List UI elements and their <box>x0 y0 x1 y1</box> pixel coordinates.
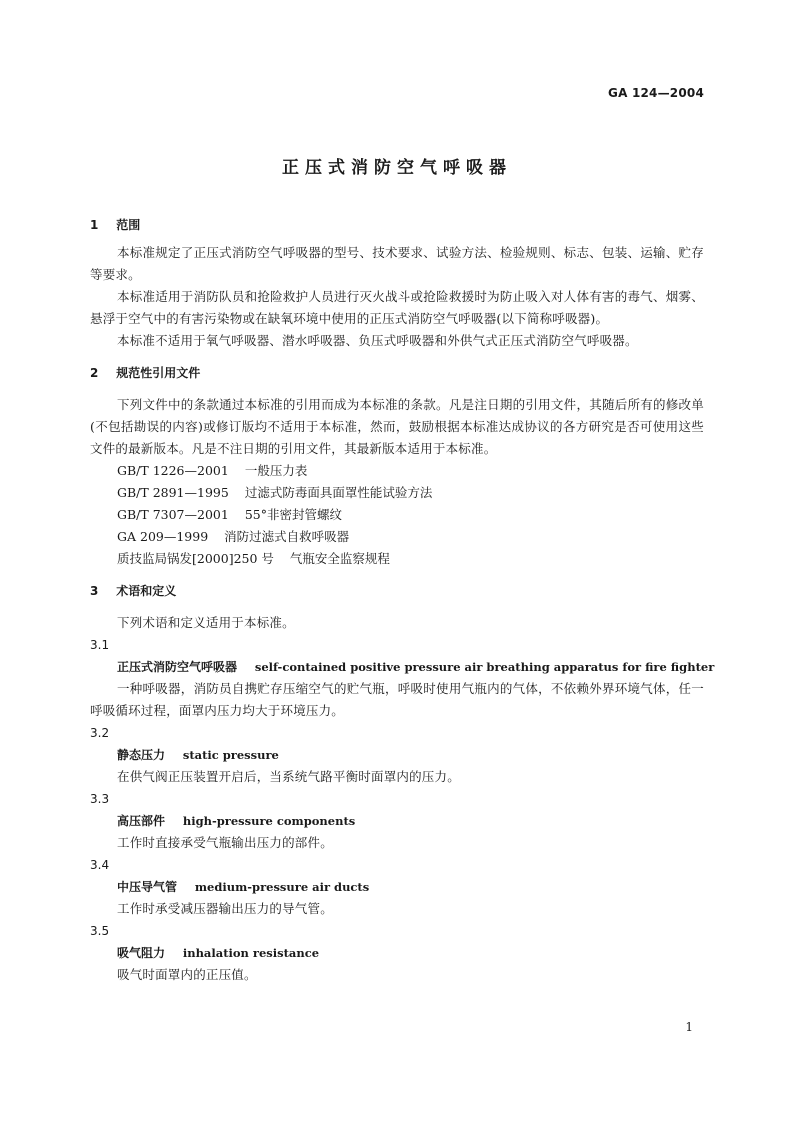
term-definition: 在供气阀正压装置开启后，当系统气路平衡时面罩内的压力。 <box>117 769 460 784</box>
paragraph: 本标准规定了正压式消防空气呼吸器的型号、技术要求、试验方法、检验规则、标志、包装、运输、贮存等要求。 <box>90 245 704 282</box>
term-definition: 吸气时面罩内的正压值。 <box>117 967 257 982</box>
section-title: 范围 <box>116 218 141 232</box>
reference-item <box>90 526 704 548</box>
paragraph: 下列术语和定义适用于本标准。 <box>117 615 295 630</box>
page-number: 1 <box>685 1020 693 1034</box>
reference-item <box>90 548 704 570</box>
term-number: 3.3 <box>90 792 110 806</box>
term-number: 3.2 <box>90 726 110 740</box>
section-title: 术语和定义 <box>116 584 177 598</box>
term-definition: 一种呼吸器，消防员自携贮存压缩空气的贮气瓶，呼吸时使用气瓶内的气体，不依赖外界环境气体，任一呼吸循环过程，面罩内压力均大于环境压力。 <box>90 681 704 718</box>
term-english: high-pressure components <box>182 814 356 828</box>
term-definition: 工作时承受减压器输出压力的导气管。 <box>117 901 333 916</box>
section-title: 规范性引用文件 <box>116 366 201 380</box>
term-entry <box>90 876 704 898</box>
reference-item <box>90 460 704 482</box>
section-number: 3 <box>90 584 99 598</box>
term-english: self-contained positive pressure air breathing apparatus for fire fighter <box>254 660 715 674</box>
term-english: static pressure <box>182 748 279 762</box>
term-english: medium-pressure air ducts <box>194 880 370 894</box>
reference-item <box>90 482 704 504</box>
term-english: inhalation resistance <box>182 946 320 960</box>
document-body <box>90 214 715 986</box>
section-heading-terms-definitions <box>90 580 704 602</box>
term-number: 3.5 <box>90 924 110 938</box>
term-entry <box>90 942 704 964</box>
term-chinese: 高压部件 <box>117 814 166 828</box>
section-heading-scope <box>90 214 704 236</box>
reference-code: GB/T 7307—2001 <box>117 507 229 522</box>
reference-code: GB/T 2891—1995 <box>117 485 229 500</box>
term-entry <box>90 744 704 766</box>
term-chinese: 正压式消防空气呼吸器 <box>117 660 238 674</box>
term-entry <box>90 810 704 832</box>
reference-item <box>90 504 704 526</box>
reference-code: GB/T 1226—2001 <box>117 463 229 478</box>
term-entry <box>90 656 715 678</box>
term-chinese: 中压导气管 <box>117 880 178 894</box>
reference-title: 一般压力表 <box>244 463 308 478</box>
term-definition: 工作时直接承受气瓶输出压力的部件。 <box>117 835 333 850</box>
section-number: 1 <box>90 218 99 232</box>
paragraph: 本标准不适用于氧气呼吸器、潜水呼吸器、负压式呼吸器和外供气式正压式消防空气呼吸器。 <box>117 333 638 348</box>
term-chinese: 静态压力 <box>117 748 166 762</box>
term-number: 3.4 <box>90 858 110 872</box>
section-heading-normative-references <box>90 362 704 384</box>
reference-title: 55°非密封管螺纹 <box>244 507 342 522</box>
reference-title: 过滤式防毒面具面罩性能试验方法 <box>244 485 433 500</box>
reference-code: 质技监局锅发[2000]250 号 <box>117 551 274 566</box>
paragraph: 本标准适用于消防队员和抢险救护人员进行灭火战斗或抢险救援时为防止吸入对人体有害的毒气、烟雾、悬浮于空气中的有害污染物或在缺氧环境中使用的正压式消防空气呼吸器(以下简称呼吸器)。 <box>90 289 704 326</box>
reference-title: 气瓶安全监察规程 <box>289 551 390 566</box>
term-number: 3.1 <box>90 638 110 652</box>
paragraph: 下列文件中的条款通过本标准的引用而成为本标准的条款。凡是注日期的引用文件，其随后所有的修改单(不包括勘误的内容)或修订版均不适用于本标准，然而，鼓励根据本标准达成协议的各方研究是否可使用这些文件的最新版本。凡是不注日期的引用文件，其最新版本适用于本标准。 <box>90 397 704 456</box>
section-number: 2 <box>90 366 99 380</box>
reference-code: GA 209—1999 <box>117 529 209 544</box>
reference-title: 消防过滤式自救呼吸器 <box>224 529 350 544</box>
standard-code: GA 124—2004 <box>608 86 704 100</box>
term-chinese: 吸气阻力 <box>117 946 166 960</box>
document-title: 正压式消防空气呼吸器 <box>282 158 512 178</box>
